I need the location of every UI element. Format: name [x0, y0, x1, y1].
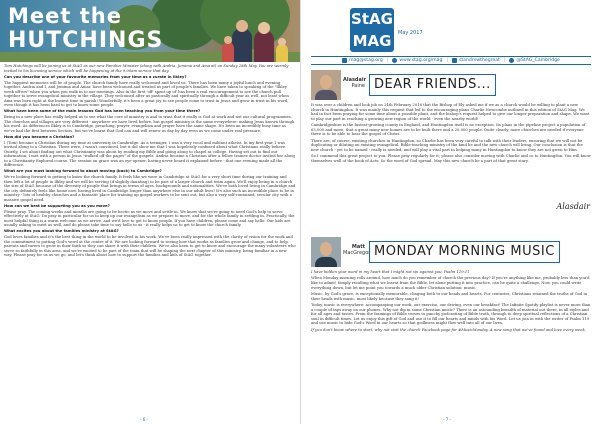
- interview-question: What are you most looking forward to about moving (back) to Cambridge?: [4, 169, 162, 173]
- stag-mag-logo: [350, 8, 394, 52]
- author-signature: Alasdair: [556, 202, 590, 211]
- author-byline: Alasdair Paine: [343, 77, 367, 89]
- article-paragraph: Cambridgeshire is the fastest-growing county in England, and Huntingdon itself is no exception. Its plans in the pipeline project a population of 65,000 and more, that a great many new homes are to be built there and a 20,000 people. Quite clearly, more churches are needed if everyone there is to be able to hear the gospel of Christ.: [311, 123, 586, 137]
- interview-question: How did you become a Christian?: [4, 134, 75, 139]
- interview-answer: I (Tom) became a Christian during my time at university in Cambridge. As a teenager, I was a very vocal and militant atheist. In my first year, I was invited along to a Christian. There were, I wasn't convinced, but it did show me that I was hopelessly confused about what Christians really believe. Quietly, I set about finding out what Christianity was about by reading my Bible and going along to chapel at college. Having set out to find out information, I met with a person in Jesus "walked off the pages" of the gospels. Andria became a Christian after a fellow trainee doctor invited her along to a Christianity Explored course. The session on grace was an eye-opener, having never heard it explained before - that one evening made all the difference.: [4, 140, 295, 167]
- article-body-monday-music: [311, 270, 591, 334]
- twitter-icon: [509, 58, 514, 63]
- article-paragraph: If you don't know where to start, why not visit the church Facebook page for #MusicMonday. A new song that we've found and love every week.: [311, 327, 586, 332]
- article-paragraph: Today, music is everywhere: accompanying our work, our exercise, our driving, even our breakfast! The Infinite Spotify playlist is never more than a couple of taps away on our phones. Why not dip in some Christian music? There is an astounding breadth of material out there, in all styles and for all ages and tastes. From the framings of Bible verses to punchy podcasting of Bible truth, through to deep spiritual reflections of a Christian soul in difficult times. Let us enjoy this gift of God and use it to fill our hearts and minds with his Word. Let us join in with the writer of Psalm 119 and use music to hide God's Word in our hearts so that godliness might flow well into all of our lives.: [311, 302, 591, 326]
- facebook-icon: [452, 58, 457, 63]
- banner-title-line2: HUTCHINGS: [8, 28, 164, 53]
- article-paragraph: So I commend this great project to you. Please pray regularly for it; please also consider moving with Charlie and co to Huntingdon. You will know themselves well of the book of Acts: So the word of God spread. May this new church be a part of that great story.: [311, 154, 591, 163]
- contact-bar: mag@stag.org | www.stag.org/mag | standrewthegreat | @StAG_Cambridge: [311, 56, 591, 65]
- article-header-dear-friends: [311, 70, 591, 100]
- article-paragraph: There are, of course, existing churches in Huntingdon, so Charlie has been very careful to talk with their leaders, ensuring that we will not be duplicating or diluting an existing evangelical, Bible-teaching ministry of the kind he and the new church will bring. Our conclusion is that the new church - yet to be named - really is needed, and will play a vital part in helping many in Huntingdon to know they are not given to Him.: [311, 138, 583, 152]
- intro-paragraph: Tom Hutchings will be joining us at StAG as our new Families Minister (along with Andria, Jemima and Ama at) on Sunday 28th May. You are warmly invited to his licensing service which will be happening at the 9.00am service that day.: [4, 64, 289, 73]
- interview-answer: We're looking forward to getting to know the church family. It feels like we were in Cambridge at StAG for a very short time during our training and then left a lot of people in Ilkley and we will be serving (if slightly daunting) to be part of a larger church and team again. We'll enjoy being in a church the size of StAG because of the diversity of people that brings in terms of ages, backgrounds and nationalities. We've both loved living in Cambridge and the city definitely feels like home now, having lived in Cambridge longer than anywhere else in our adult lives! It's also such an incredible place to be in ministry - lots of healthy churches and a fantastic place for training up gospel workers to be sent out, but also a very self-contained, secular city with a massive gospel need.: [4, 175, 296, 202]
- contact-facebook[interactable]: standrewthegreat: [452, 57, 500, 64]
- family-photo-banner: [0, 0, 300, 62]
- page-number: - 7 -: [443, 417, 451, 422]
- article-title: DEAR FRIENDS...: [369, 74, 496, 96]
- contact-website[interactable]: www.stag.org/mag: [392, 57, 442, 64]
- article-paragraph: It was over a children and look job on 24th February 2016 that the Bishop of Ely asked me if we as a church would be willing to plant a new church in Huntingdon. It was mainly this request that led to the encouraging plans Charlie Newcombe outlined in this edition of StAG Mag. We had in fact been praying for some time about a possible plant, and the bishop's request helped to give our longer preparation and shape. We want to play our part in reaching a growing new region of the world - even the nearby world!: [311, 103, 590, 121]
- issue-date: May 2017: [398, 30, 423, 36]
- interview-question: What have been some of the main lessons God has been teaching you from your time there?: [4, 109, 201, 113]
- banner-title-line1: Meet the: [8, 4, 122, 28]
- author-photo: [311, 237, 341, 267]
- logo-bottom-text: MAG: [352, 32, 392, 50]
- article-title: MONDAY MORNING MUSIC: [369, 241, 560, 263]
- article-paragraph: When Monday morning rolls around, how much do you remember of church the previous day? If you're anything like me, probably less than you'd like to admit! Simply recalling what we learnt from the Bible, let alone putting it into practice, can be quite a challenge. Now, you could write everything down, but let me point you towards a much older Christian solution: music.: [311, 276, 590, 290]
- author-byline: Matt MacGregor: [343, 244, 371, 256]
- page-number: - 6 -: [140, 417, 148, 422]
- interview-question: Can you describe one of your favourite memories from your time as a curate in Ilkley?: [4, 74, 187, 79]
- logo-top-text: StAG: [351, 10, 393, 28]
- article-body-dear-friends: [311, 103, 591, 165]
- interview-article: [4, 64, 296, 259]
- interview-answer: The happiest memories will be of people. The church family have really welcomed and loved us. There has been many a joyful lunch and evening together. Andria and I, and Jemima and Amar, have been welcomed and treated as part of people's families. We have taken to speaking of the "Ilkley week off-ers" when you when you walk in to our meetings. Also in the first 'off' spent up of' has been a real encouragement to see the church pull together to serve evangelical ministry in the village. They welcomed after us pastorally and spiritually through a difficult year as well, not least when Ama was born right at the busiest time in parish! Wonderfully, it's been a great joy to see people come to trust in Jesus and grow in trust in his word, even though it has been hard to get to know some people.: [4, 80, 289, 107]
- article-paragraph: Music, by God's grace, is exceptionally memorable, clinging both to our heads and hearts. For centuries, Christians retained the truths of God in their heads with music, most likely because they sang it!: [311, 291, 588, 301]
- interview-answer: Being in a new place has really helped us to see what the core of ministry is and to trust that it really is God at work and not our cultural programmes. The churches and villages are very different - anywhere we have lived before, but gospel ministry is the same everywhere: making Jesus known through his word. As differences Ilkley is to Cambridge, preaching, prayer, evangelism and prayer have the same shape. It's been an incredibly busy time as we've had the first between Sectors, but we've learnt that God can and will renew us day by day even as we come under real pressure.: [4, 115, 295, 133]
- contact-email[interactable]: mag@stag.org: [342, 57, 383, 64]
- contact-twitter[interactable]: @StAG_Cambridge: [509, 57, 559, 64]
- interview-answer: Please pray. The coming weeks and months are going to be hectic as we move and settle in. We know that we're going to need God's help to serve effectively at StAG. Do pray in particular for us to keep up our evangelism as we prepare to move, and for the whole family in settling in. Practically, the most helpful thing is a warm welcome as we arrive, and we'd love to get to know people. If you have children, please come and say hello. Our kids are usually asking to meet as well, and do please take time to say hello to us - it really helps us to get to know the church family.: [4, 209, 295, 227]
- bible-verse: I have hidden your word in my heart that I might not sin against you. Psalm 119:11: [311, 270, 470, 274]
- interview-answer: God loves families and it's the best thing in the world to be involved in his work. We've been really impressed with the clarity of vision for the work and the commitment to putting God's word at the centre of it. We are looking forward to seeing how that works as families grow and change, and to help parents and carers to grow in their faith so they can share it with their children. We're also keen to get to know and encourage the many volunteers who serve so faithfully in this area, and we're excited to be part of the team that will be shaping the next chapter of this ministry, being familiar in a new way. Please pray for us as we go, and let's think about how to support the families and kids of StAG together.: [4, 235, 296, 257]
- mail-icon: [342, 58, 347, 63]
- masthead: [301, 0, 600, 50]
- author-photo: [311, 70, 341, 100]
- right-page: [300, 0, 600, 424]
- globe-icon: [392, 58, 397, 63]
- interview-question: What excites you about the families ministry at StAG?: [4, 229, 119, 233]
- interview-question: How can we best be supporting you as you move?: [4, 203, 110, 208]
- article-header-monday-music: [311, 237, 591, 267]
